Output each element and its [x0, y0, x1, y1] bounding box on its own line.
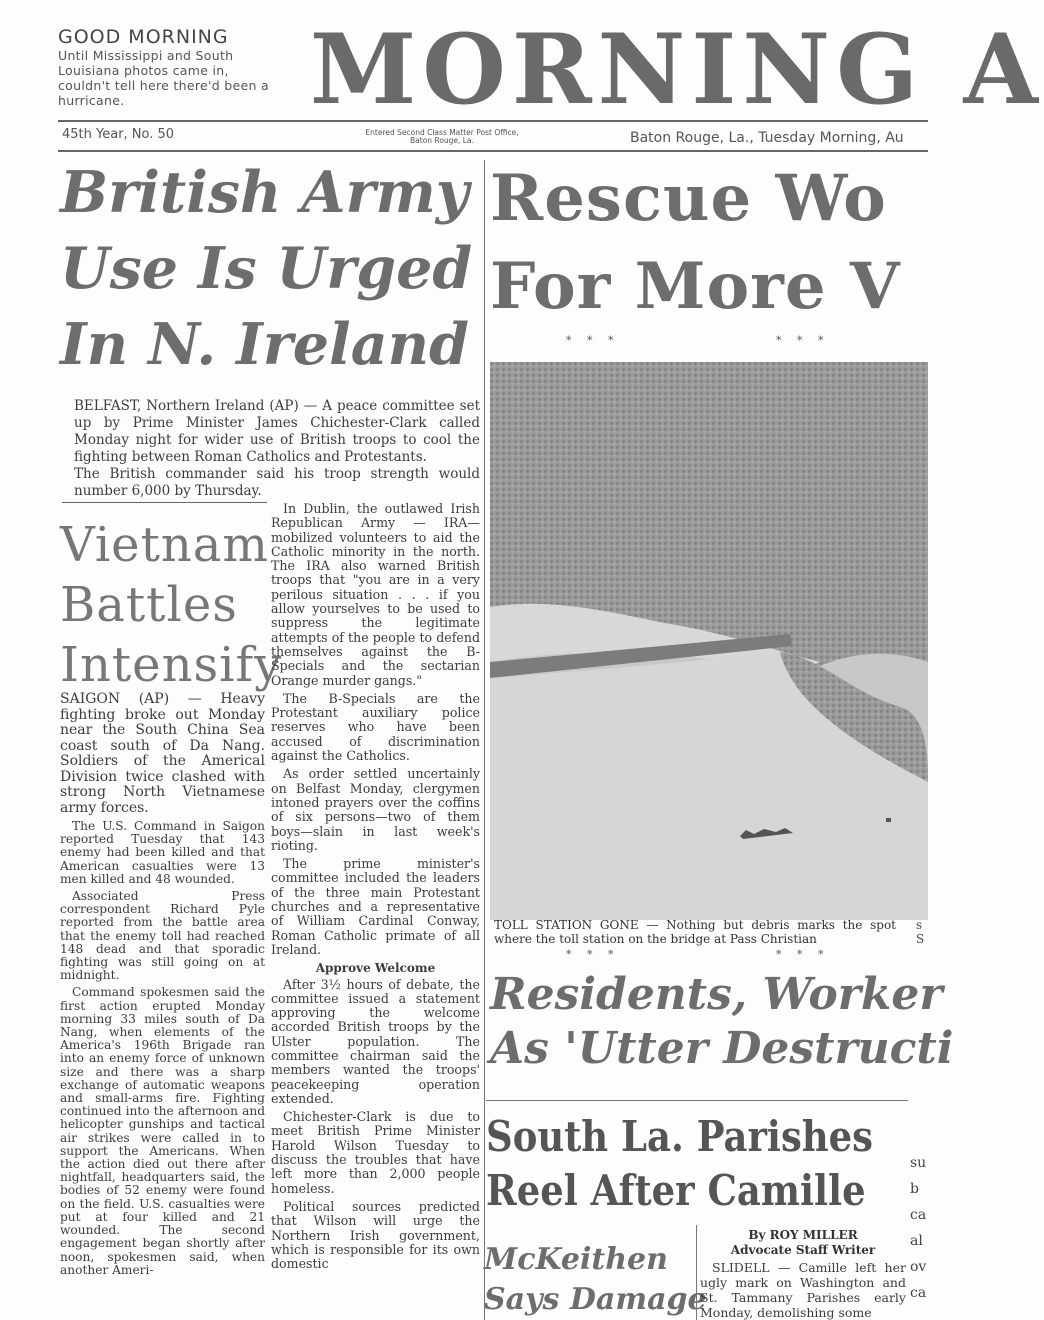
headline-line: Use Is Urged	[60, 235, 473, 302]
photo-caption: TOLL STATION GONE — Nothing but debris marks the spot where the toll station on the bridge at Pass Christian	[494, 918, 896, 946]
stars-ornament: * * *	[566, 948, 620, 961]
entered-notice: Entered Second Class Matter Post Office, Baton Rouge, La.	[365, 128, 519, 145]
residents-headline	[490, 968, 954, 1080]
headline-line: Reel After Camille	[486, 1166, 866, 1215]
issue-rule	[58, 150, 928, 152]
subhead: Approve Welcome	[315, 961, 436, 976]
masthead-rule	[58, 120, 928, 122]
paragraph: SAIGON (AP) — Heavy fighting broke out Monday near the South China Sea coast south of Da Nang. Soldiers of the Americal Division twice clashed with strong North Vietnamese army forces.	[60, 691, 265, 816]
paragraph: The British commander said his troop strength would number 6,000 by Thursday.	[74, 466, 480, 499]
photo-image	[490, 362, 928, 920]
paragraph: As order settled uncertainly on Belfast Monday, clergymen intoned prayers over the coffins of six persons—two of them boys—slain in last week's rioting.	[271, 766, 480, 853]
mckeithen-headline	[484, 1240, 707, 1320]
paragraph: Command spokesmen said the first action erupted Monday morning 33 miles south of Da Nang, when elements of the America's 196th Brigade ran into an enemy force of unknown size and there was a sharp exchange of automatic weapons and small-arms fire. Fighting continued into the afternoon and helicopter gunships and tactical air strikes were called in to support the Americans. When the action died out there after nightfall, headquarters said, the bodies of 52 enemy were found on the field. U.S. casualties were put at four killed and 21 wounded. The second engagement began shortly after noon, spokesmen said, when another Ameri-	[60, 985, 265, 1277]
headline-line: Rescue Wo	[490, 161, 887, 236]
headline-line: South La. Parishes	[486, 1112, 873, 1161]
ireland-headline	[60, 155, 485, 383]
divider	[62, 502, 267, 503]
stars-ornament: * * *	[566, 334, 620, 347]
dateline: Baton Rouge, La., Tuesday Morning, Au	[630, 130, 904, 146]
south-la-story	[700, 1260, 906, 1320]
paragraph: BELFAST, Northern Ireland (AP) — A peace committee set up by Prime Minister James Chichester-Clark called Monday night for wider use of British troops to cool the fighting between Roman Catholics and Protestants.	[74, 398, 480, 465]
headline-line: Battles	[60, 577, 238, 633]
byline-author: By ROY MILLER	[748, 1228, 858, 1242]
vietnam-headline	[60, 515, 283, 695]
column-rule	[696, 1225, 697, 1320]
paragraph: Associated Press correspondent Richard Pyle reported from the battle area that the enemy toll had reached 148 dead and that sporadic fighting was still going on at midnight.	[60, 889, 265, 983]
vietnam-story	[60, 692, 265, 1320]
ear-text: Until Mississippi and South Louisiana photos came in, couldn't tell here there'd been a hurricane.	[58, 48, 269, 108]
fragment: al	[910, 1233, 923, 1249]
stars-ornament: * * *	[776, 334, 830, 347]
headline-line: McKeithen	[484, 1242, 668, 1277]
divider	[486, 1100, 908, 1101]
headline-line: In N. Ireland	[60, 311, 469, 378]
edge-caption-fragment	[916, 918, 924, 946]
paragraph: In Dublin, the outlawed Irish Republican Army — IRA—mobilized volunteers to aid the Catholic minority in the north. The IRA also warned British troops that "you are in a very perilous situation . . . if you allow yourselves to be used to suppress the legitimate attempts of the people to defend themselves against the B-Specials and the sectarian Orange murder gangs."	[271, 501, 480, 688]
paragraph: SLIDELL — Camille left her ugly mark on Washington and St. Tammany Parishes early Monday, demolishing some	[700, 1260, 906, 1320]
headline-line: Vietnam	[60, 517, 269, 573]
masthead-title: MORNING A	[310, 13, 1044, 126]
ireland-story	[271, 502, 480, 1320]
byline-title: Advocate Staff Writer	[730, 1243, 876, 1257]
headline-line: Residents, Worker	[490, 969, 943, 1020]
paragraph: After 3½ hours of debate, the committee issued a statement approving the welcome accorded British troops by the Ulster population. The committee chairman said the members wanted the troops' peacekeeping operation extended.	[271, 976, 480, 1106]
headline-line: Says Damage	[484, 1282, 707, 1317]
headline-line: For More V	[490, 249, 901, 324]
fragment: b	[910, 1181, 919, 1197]
fragment: ov	[910, 1259, 927, 1275]
headline-line: British Army	[60, 159, 469, 226]
paragraph: The prime minister's committee included the leaders of the three main Protestant churches and a representative of William Cardinal Conway, Roman Catholic primate of all Ireland.	[271, 856, 480, 957]
paragraph: Chichester-Clark is due to meet British Prime Minister Harold Wilson Tuesday to discuss the troubles that have left more than 2,000 people homeless.	[271, 1109, 480, 1196]
fragment: su	[910, 1155, 927, 1171]
fragment: s	[916, 918, 923, 932]
fragment: ca	[910, 1285, 927, 1301]
headline-line: Intensify	[60, 637, 283, 693]
stars-ornament: * * *	[776, 948, 830, 961]
ireland-lead	[74, 398, 480, 500]
headline-line: As 'Utter Destructi	[490, 1023, 954, 1074]
fragment: S	[916, 932, 925, 946]
south-la-headline	[486, 1110, 873, 1218]
ear-box	[58, 26, 278, 108]
paragraph: The U.S. Command in Saigon reported Tuesday that 143 enemy had been killed and that American casualties were 13 men killed and 48 wounded.	[60, 819, 265, 886]
paragraph: Political sources predicted that Wilson will urge the Northern Irish government, which is responsible for its own domestic	[271, 1198, 480, 1272]
rescue-headline	[490, 155, 928, 330]
hurricane-photo	[490, 362, 928, 920]
edge-column-fragment	[910, 1150, 927, 1306]
issue-number: 45th Year, No. 50	[62, 127, 175, 142]
paragraph: The B-Specials are the Protestant auxiliary police reserves who have been accused of discrimination against the Catholics.	[271, 690, 480, 764]
fragment: ca	[910, 1207, 927, 1223]
byline	[700, 1228, 906, 1258]
ear-title: GOOD MORNING	[58, 26, 229, 48]
